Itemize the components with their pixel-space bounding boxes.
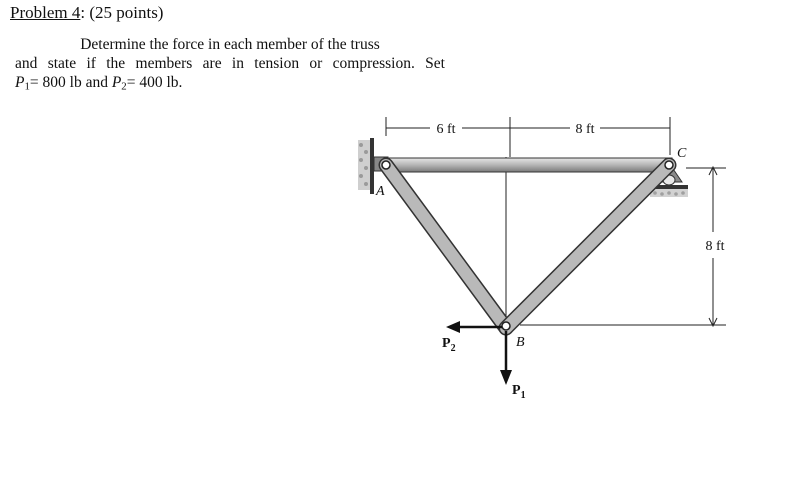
pin-a [382, 161, 390, 169]
p2-subscript: 2 [121, 80, 127, 93]
pin-c [665, 161, 673, 169]
pin-b [502, 322, 510, 330]
dimension-8ft-vertical: 8 ft [705, 239, 725, 254]
load-p1-label: $P_1$ [512, 383, 526, 401]
p2-value: = 400 lb. [126, 74, 183, 91]
p1-symbol: P [15, 74, 25, 91]
problem-label: Problem 4 [10, 3, 81, 22]
problem-points: : (25 points) [80, 3, 164, 22]
truss-members [384, 158, 672, 328]
node-c-label: C [677, 146, 687, 161]
load-p1-arrow [500, 331, 512, 385]
node-a-label: A [376, 184, 385, 199]
node-b-label: B [516, 335, 525, 350]
dimension-right [520, 167, 726, 326]
dimension-top [386, 117, 670, 157]
dimension-8ft-horizontal: 8 ft [575, 122, 595, 137]
p1-value: = 800 lb and [29, 74, 112, 91]
load-p2-label: $P_2$ [442, 336, 456, 354]
member-ac [384, 158, 672, 172]
p1-subscript: 1 [24, 80, 30, 93]
statement-line-2: and state if the members are in tension or compression. Set [15, 55, 445, 72]
statement-line-1: Determine the force in each member of the truss [80, 36, 380, 53]
dimension-6ft: 6 ft [436, 122, 456, 137]
p2-symbol: P [111, 74, 122, 91]
